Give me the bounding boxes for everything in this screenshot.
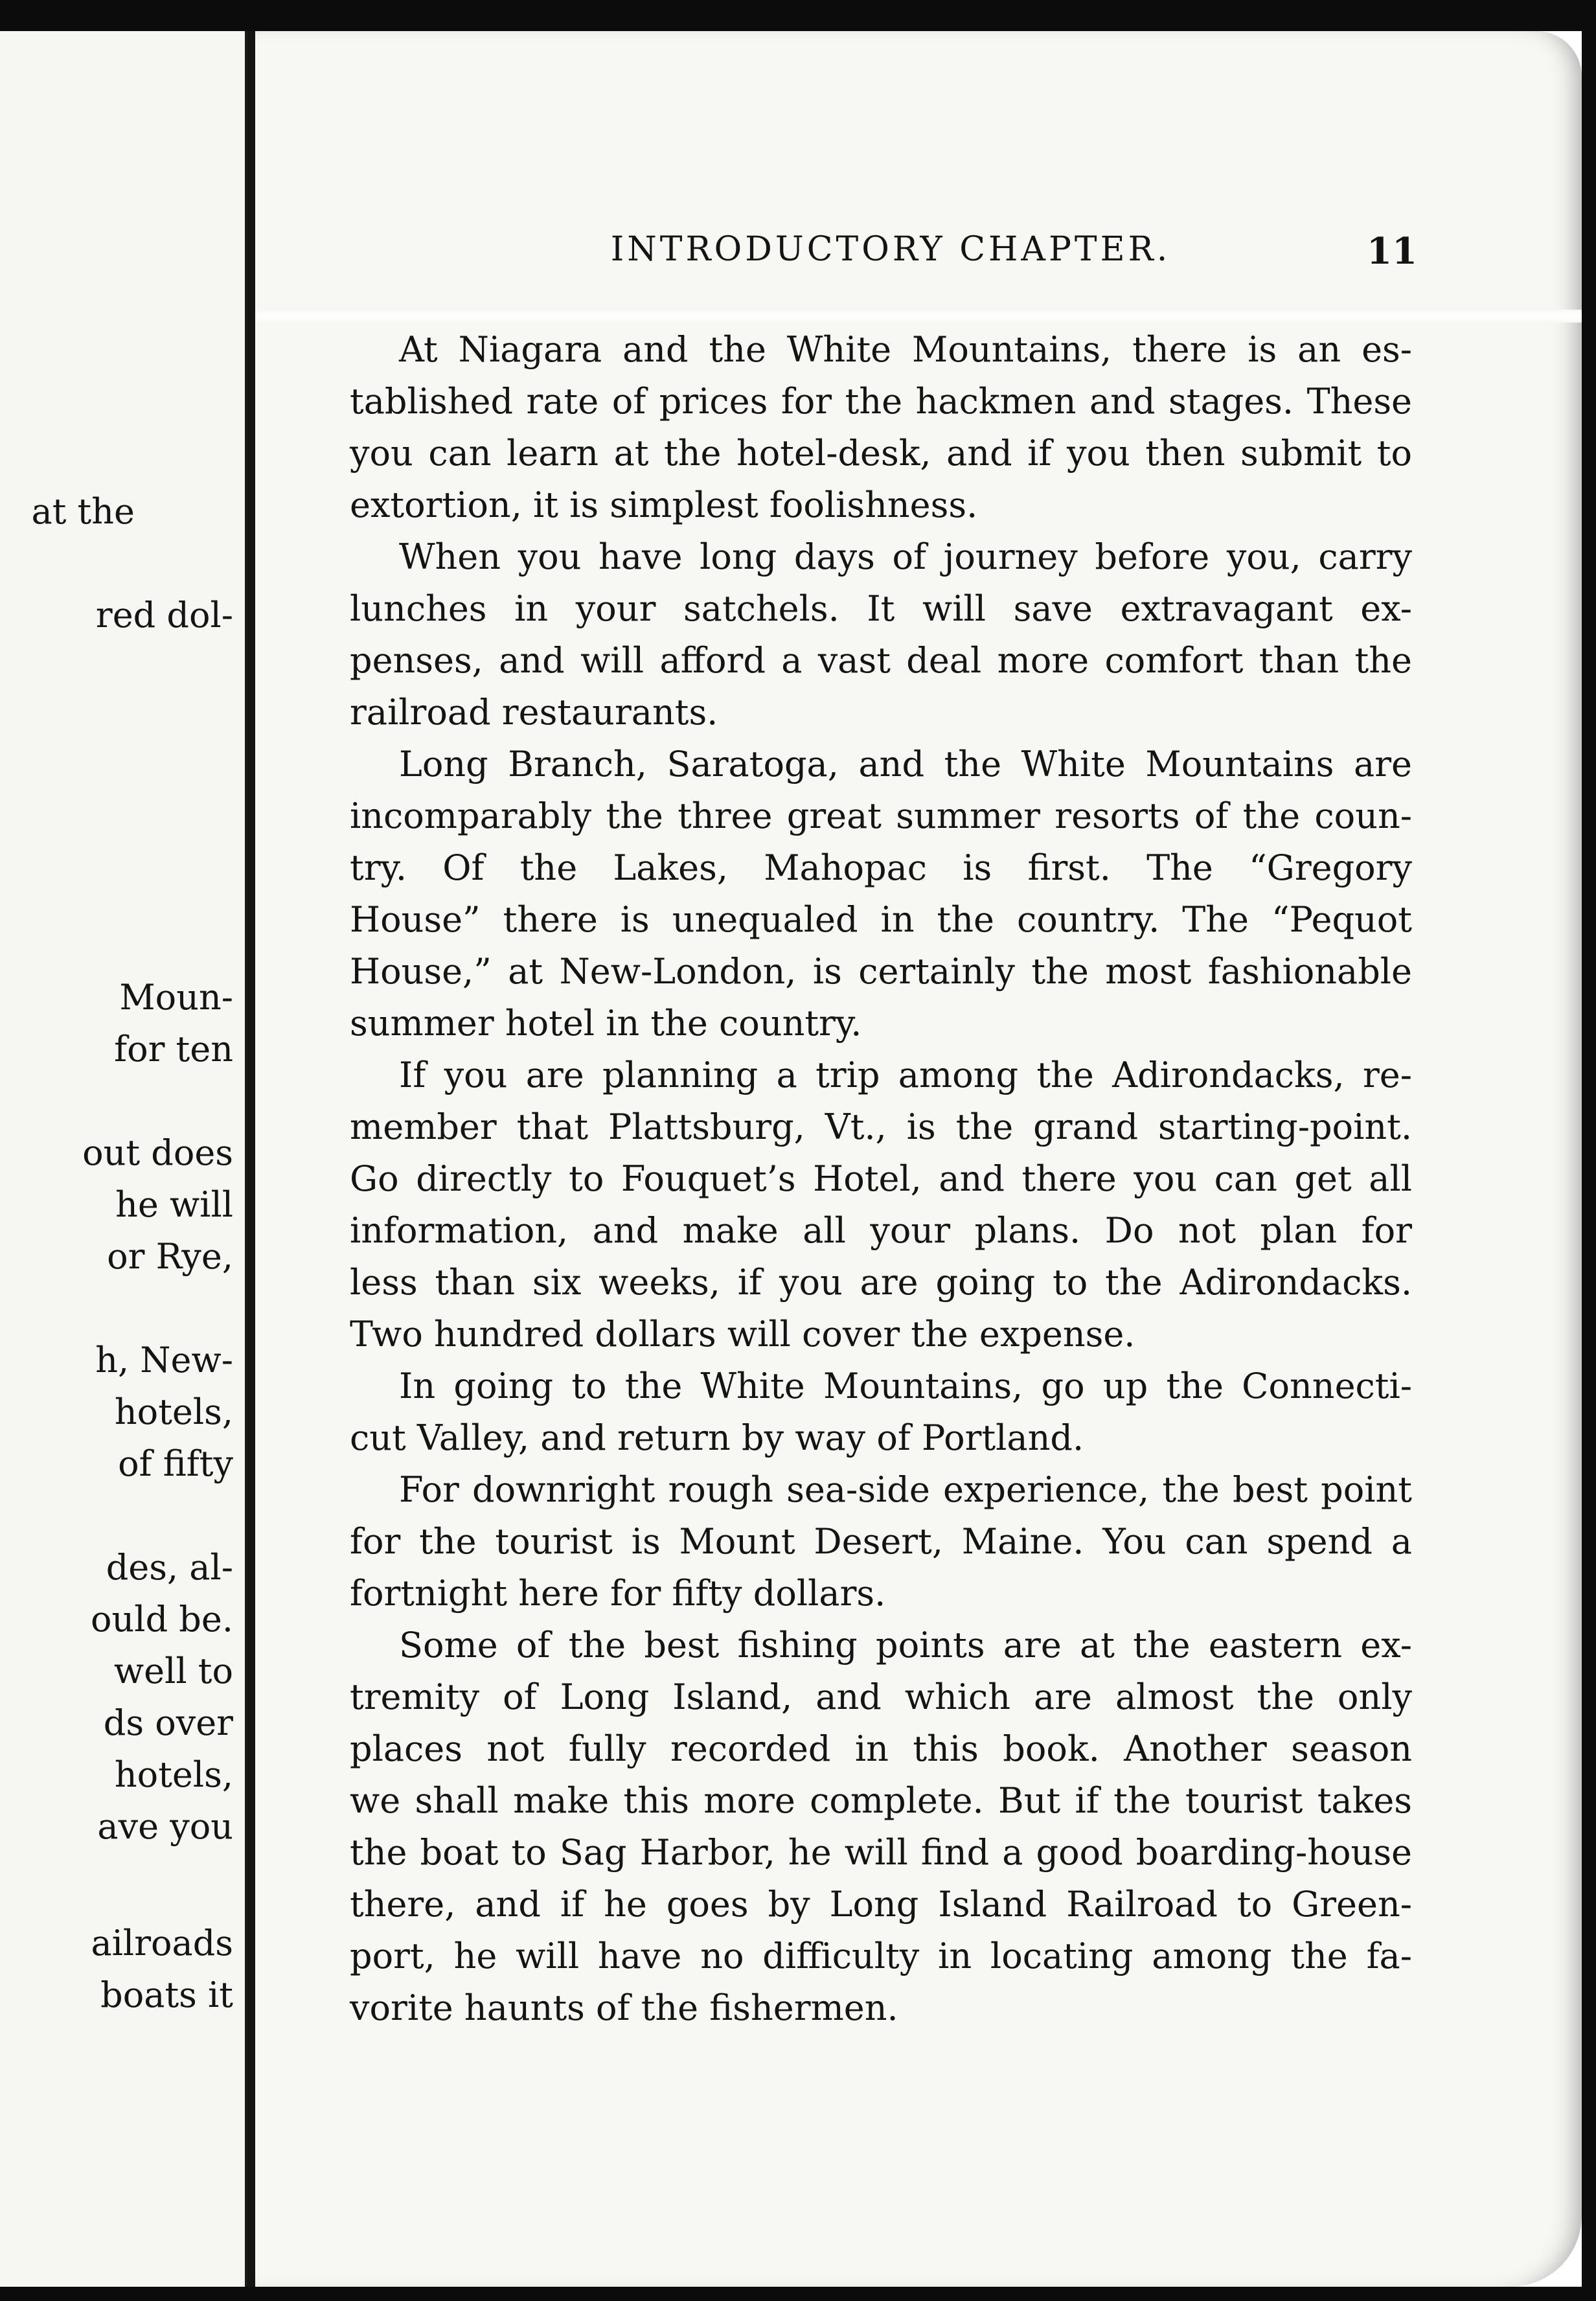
text-line: tremity of Long Island, and which are almost the only (350, 1677, 1412, 1717)
text-line: extortion, it is simplest foolishness. (350, 485, 978, 525)
text-line: penses, and will afford a vast deal more comfort than the (350, 640, 1412, 681)
left-page-fragment: hotels, (114, 1754, 233, 1795)
text-line: When you have long days of journey before you, carry (399, 536, 1412, 577)
text-line: port, he will have no difficulty in locating among the fa- (350, 1936, 1412, 1976)
text-line: If you are planning a trip among the Adirondacks, re- (399, 1055, 1412, 1095)
left-page-fragment: of fifty (118, 1443, 233, 1484)
scan-border-bottom (0, 2287, 1596, 2301)
page-number: 11 (1367, 230, 1417, 273)
left-page-fragment: at the (31, 491, 135, 532)
text-line: less than six weeks, if you are going to the Adirondacks. (350, 1262, 1412, 1303)
text-line: Go directly to Fouquet’s Hotel, and there you can get all (350, 1158, 1412, 1199)
text-line: Some of the best fishing points are at the eastern ex- (399, 1625, 1412, 1666)
text-line: tablished rate of prices for the hackmen and stages. These (350, 381, 1412, 422)
scan-border-right (1582, 0, 1596, 2301)
text-line: Two hundred dollars will cover the expense. (350, 1314, 1135, 1355)
text-line: for the tourist is Mount Desert, Maine. You can spend a (350, 1521, 1412, 1562)
text-line: At Niagara and the White Mountains, there is an es- (399, 329, 1412, 370)
text-line: places not fully recorded in this book. Another season (350, 1728, 1412, 1769)
text-line: vorite haunts of the fishermen. (350, 1987, 898, 2028)
text-line: we shall make this more complete. But if the tourist takes (350, 1780, 1412, 1821)
text-line: In going to the White Mountains, go up the Connecti- (399, 1366, 1412, 1406)
left-page-fragment: des, al- (106, 1547, 233, 1588)
text-line: fortnight here for fifty dollars. (350, 1573, 886, 1614)
scan-border-top (0, 0, 1596, 31)
text-line: the boat to Sag Harbor, he will find a good boarding-house (350, 1832, 1412, 1873)
left-page-fragment: ailroads (91, 1923, 233, 1963)
text-line: information, and make all your plans. Do not plan for (350, 1210, 1412, 1251)
left-page-fragment: h, New- (95, 1340, 233, 1380)
text-line: railroad restaurants. (350, 692, 718, 733)
text-line: cut Valley, and return by way of Portland. (350, 1417, 1084, 1458)
text-line: lunches in your satchels. It will save extravagant ex- (350, 588, 1412, 629)
text-line: there, and if he goes by Long Island Railroad to Green- (350, 1884, 1412, 1925)
left-page-fragment: hotels, (114, 1391, 233, 1432)
left-page-fragment: ds over (103, 1702, 233, 1743)
book-gutter (247, 31, 255, 2287)
text-line: House,” at New-London, is certainly the most fashionable (350, 951, 1412, 992)
left-page-fragment: he will (115, 1184, 233, 1225)
left-page-fragment: out does (82, 1132, 233, 1173)
left-page-fragment: or Rye, (107, 1236, 233, 1277)
text-line: incomparably the three great summer resorts of the coun- (350, 796, 1412, 836)
left-page-fragment: boats it (100, 1975, 233, 2015)
text-line: House” there is unequaled in the country. The “Pequot (350, 899, 1412, 940)
left-page-fragment: for ten (114, 1029, 233, 1070)
left-page-fragment: ould be. (91, 1599, 233, 1640)
left-page-fragment: well to (113, 1651, 233, 1691)
scan-glare-band (255, 310, 1582, 323)
running-head: INTRODUCTORY CHAPTER. (610, 230, 1171, 269)
text-line: you can learn at the hotel-desk, and if you then submit to (350, 433, 1412, 474)
left-page-fragment: ave you (97, 1806, 233, 1847)
left-page-fragment: Moun- (119, 977, 233, 1018)
text-line: summer hotel in the country. (350, 1003, 862, 1044)
text-line: Long Branch, Saratoga, and the White Mountains are (399, 744, 1412, 784)
text-line: For downright rough sea-side experience, the best point (399, 1469, 1412, 1510)
text-line: member that Plattsburg, Vt., is the grand starting-point. (350, 1106, 1412, 1147)
left-page-fragment: red dol- (95, 595, 233, 635)
left-page (0, 31, 247, 2287)
text-line: try. Of the Lakes, Mahopac is first. The “Gregory (350, 847, 1412, 888)
